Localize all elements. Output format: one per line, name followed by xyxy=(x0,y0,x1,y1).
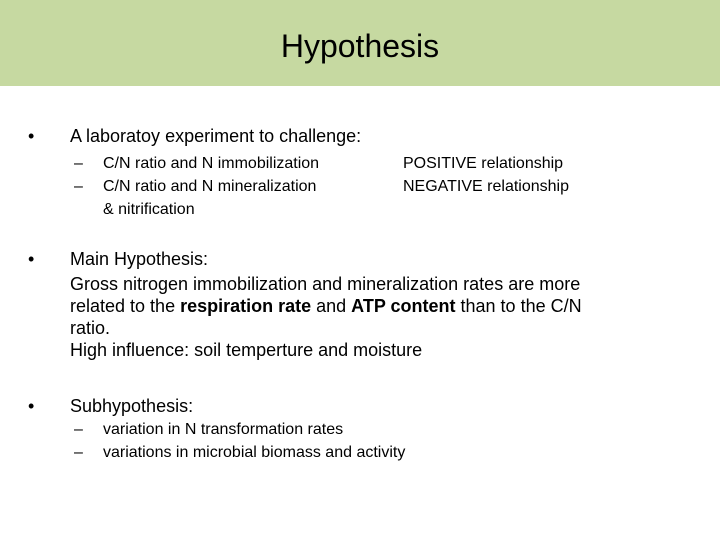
dash-marker: – xyxy=(74,155,83,172)
sub-item-microbial-biomass xyxy=(74,441,634,464)
relationship-label: POSITIVE relationship xyxy=(403,155,564,172)
relationship-label: NEGATIVE relationship xyxy=(403,178,569,195)
bullet-subhypothesis xyxy=(28,395,428,418)
bullet-experiment xyxy=(28,125,628,148)
sub-item-text: C/N ratio and N mineralization xyxy=(103,178,317,195)
bullet-marker: • xyxy=(28,249,35,269)
atp-content-emphasis: ATP content xyxy=(351,296,456,316)
hypothesis-line: Gross nitrogen immobilization and mineralization rates are more xyxy=(70,274,581,294)
sub-item-text: C/N ratio and N immobilization xyxy=(103,155,320,172)
subhypothesis-label: Subhypothesis: xyxy=(70,396,194,416)
respiration-rate-emphasis: respiration rate xyxy=(180,296,312,316)
main-hypothesis-body xyxy=(70,273,582,361)
dash-marker: – xyxy=(74,421,83,438)
sub-item-immobilization xyxy=(74,152,634,175)
sub-item-mineralization xyxy=(74,175,634,221)
main-hypothesis-label: Main Hypothesis: xyxy=(70,249,209,269)
hypothesis-line: related to the respiration rate and ATP content than to the C/N xyxy=(70,296,582,316)
bullet-marker: • xyxy=(28,126,35,146)
sub-item-n-transformation xyxy=(74,418,634,441)
bullet-marker: • xyxy=(28,396,35,416)
bullet-main-hypothesis xyxy=(28,248,688,271)
sub-item-text: variation in N transformation rates xyxy=(103,421,344,438)
influence-line: High influence: soil temperture and moisture xyxy=(70,340,423,360)
sub-item-text: variations in microbial biomass and activity xyxy=(103,444,406,461)
bullet-experiment-text: A laboratoy experiment to challenge: xyxy=(70,126,362,146)
slide-title: Hypothesis xyxy=(280,28,440,64)
sub-item-text-continued: & nitrification xyxy=(103,201,195,218)
dash-marker: – xyxy=(74,178,83,195)
dash-marker: – xyxy=(74,444,83,461)
hypothesis-line: ratio. xyxy=(70,318,111,338)
